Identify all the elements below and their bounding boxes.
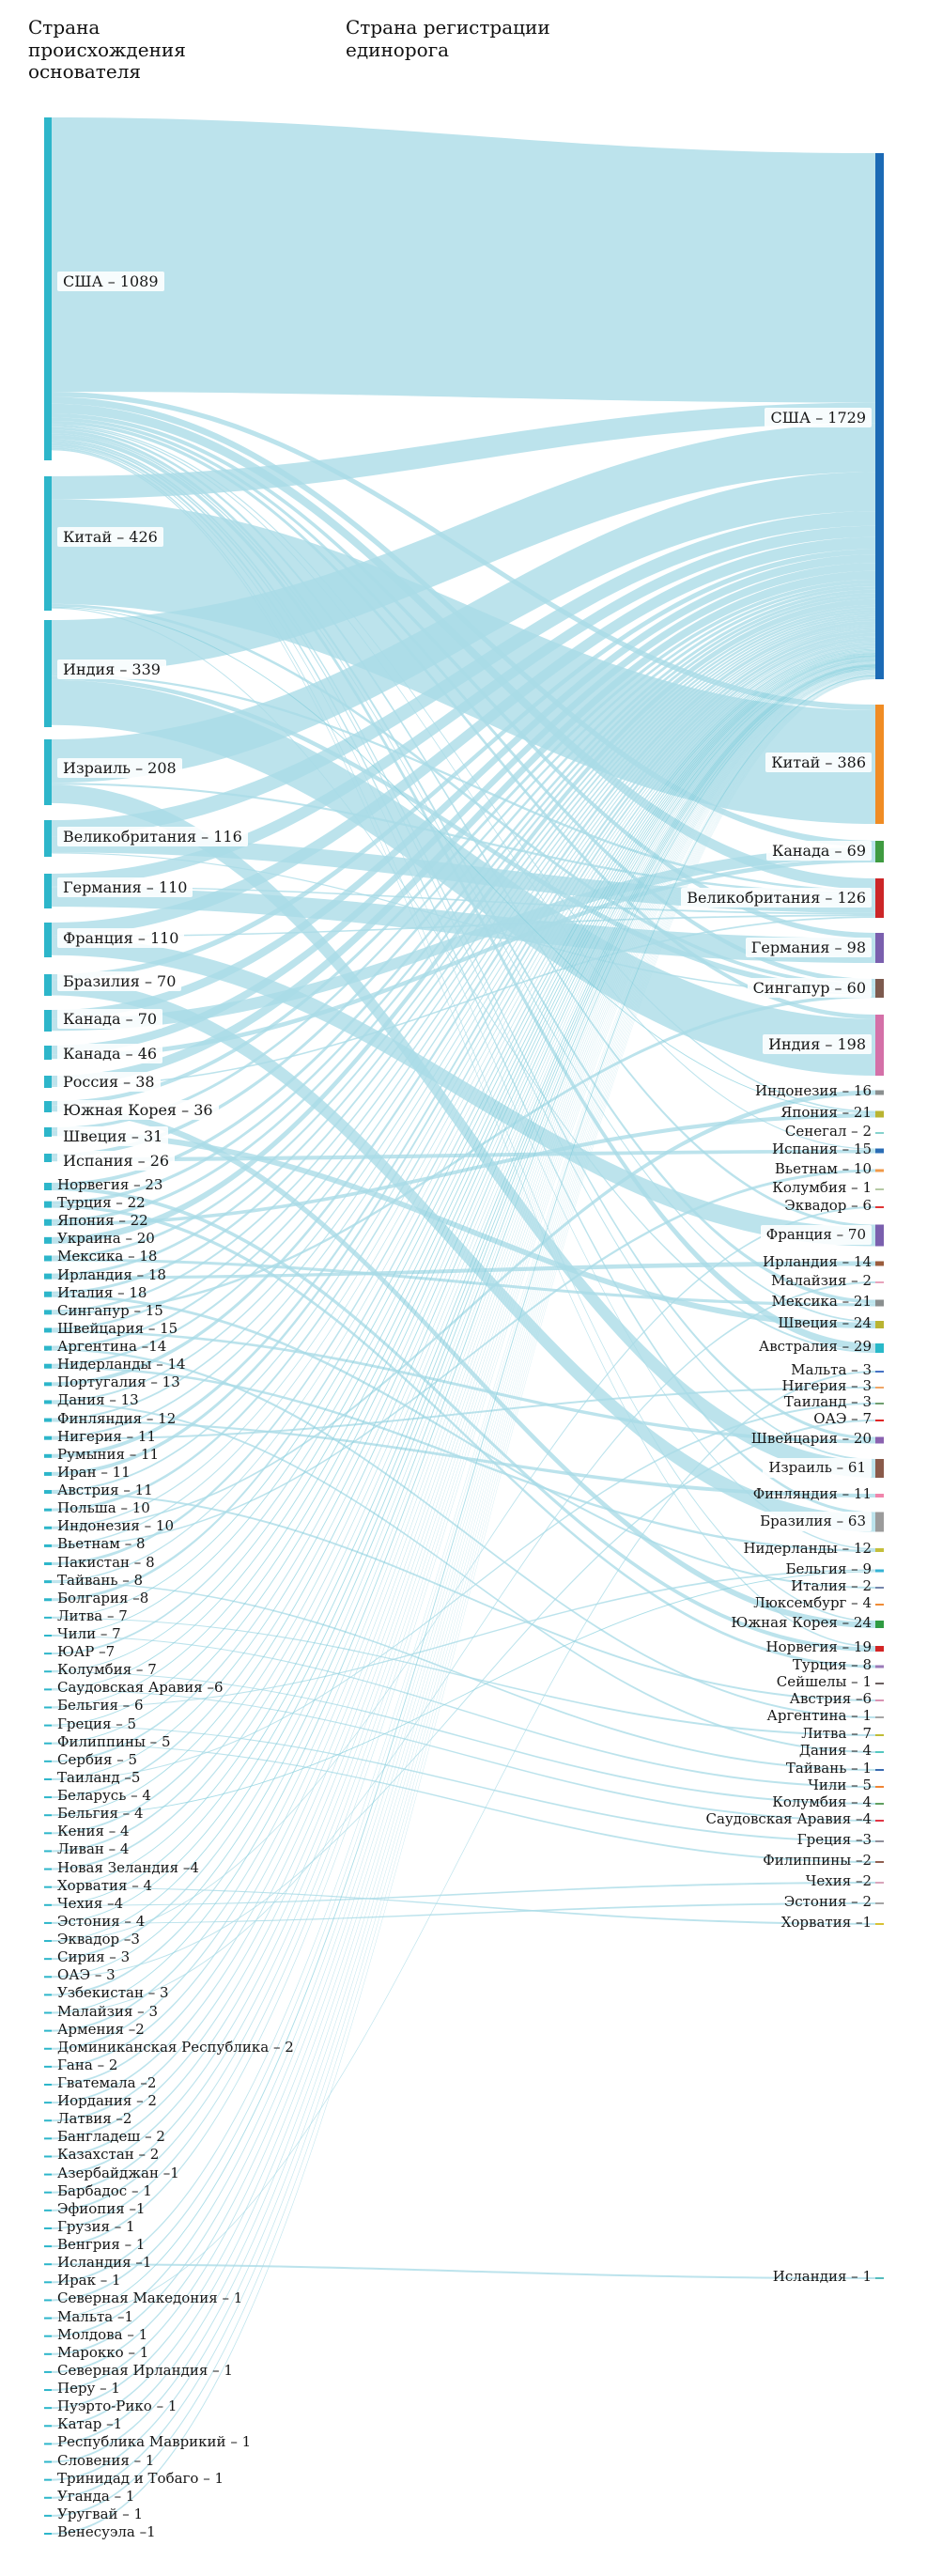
left-node-label: Индонезия – 10 <box>57 1517 174 1535</box>
left-node-Гана[interactable] <box>44 2066 52 2068</box>
left-node-Бразилия[interactable] <box>44 974 52 996</box>
right-node-Саудовская Аравия[interactable] <box>875 1820 884 1822</box>
left-node-Пакистан[interactable] <box>44 1562 52 1565</box>
right-node-label: Австралия – 29 <box>758 1338 872 1355</box>
right-node-Канада[interactable] <box>875 841 884 862</box>
left-node-Тайвань[interactable] <box>44 1580 52 1583</box>
sankey-flow <box>52 1348 875 1718</box>
left-node-label: Вьетнам – 8 <box>57 1535 146 1553</box>
left-node-Италия[interactable] <box>44 1292 52 1297</box>
sankey-flow <box>52 1887 875 1925</box>
right-node-label: Китай – 386 <box>765 753 872 772</box>
left-node-label: Эстония – 4 <box>57 1912 146 1930</box>
left-node-Нидерланды[interactable] <box>44 1364 52 1369</box>
left-node-Польша[interactable] <box>44 1509 52 1512</box>
left-node-Румыния[interactable] <box>44 1454 52 1458</box>
right-node-Китай[interactable] <box>875 705 884 824</box>
left-node-label: Канада – 46 <box>57 1044 162 1063</box>
left-node-Уругвай[interactable] <box>44 2515 52 2517</box>
right-node-Сенегал[interactable] <box>875 1132 884 1134</box>
left-node-label: Дания – 13 <box>57 1391 139 1409</box>
right-node-label: Люксембург – 4 <box>753 1594 872 1611</box>
right-node-Хорватия[interactable] <box>875 1923 884 1925</box>
right-node-label: Тайвань – 1 <box>785 1760 872 1777</box>
right-node-label: Колумбия – 1 <box>772 1179 872 1196</box>
left-node-label: Польша – 10 <box>57 1499 150 1517</box>
sankey-flow <box>52 117 875 403</box>
left-node-Канада[interactable] <box>44 1010 52 1032</box>
right-node-Аргентина[interactable] <box>875 1716 884 1718</box>
left-node-Индонезия[interactable] <box>44 1527 52 1529</box>
left-node-ОАЭ[interactable] <box>44 1976 52 1978</box>
left-node-label: Тринидад и Тобаго – 1 <box>57 2469 224 2487</box>
right-node-label: ОАЭ – 7 <box>813 1410 872 1427</box>
right-node-label: Финляндия – 11 <box>752 1485 872 1502</box>
right-node-label: Нидерланды – 12 <box>743 1540 872 1557</box>
right-node-Сейшелы[interactable] <box>875 1683 884 1684</box>
right-node-Колумбия[interactable] <box>875 1188 884 1190</box>
right-node-label: Колумбия – 4 <box>772 1793 872 1810</box>
right-node-Чили[interactable] <box>875 1786 884 1788</box>
left-node-Филиппины[interactable] <box>44 1743 52 1745</box>
left-node-label: Тайвань – 8 <box>57 1571 144 1589</box>
left-node-label: Чили – 7 <box>57 1625 121 1642</box>
left-node-label: Казахстан – 2 <box>57 2146 160 2164</box>
left-node-label: Мальта –1 <box>57 2307 134 2325</box>
left-node-Барбадос[interactable] <box>44 2192 52 2194</box>
left-node-Сирия[interactable] <box>44 1958 52 1960</box>
left-node-Венесуэла[interactable] <box>44 2533 52 2535</box>
left-node-label: Сербия – 5 <box>57 1750 138 1768</box>
left-node-label: Армения –2 <box>57 2020 145 2038</box>
left-node-Тринидад и Тобаго[interactable] <box>44 2479 52 2481</box>
left-node-label: Литва – 7 <box>57 1606 128 1624</box>
right-node-label: Сейшелы – 1 <box>776 1673 872 1690</box>
left-node-Перу[interactable] <box>44 2389 52 2391</box>
left-node-label: Германия – 110 <box>57 877 193 897</box>
left-node-Финляндия[interactable] <box>44 1419 52 1422</box>
left-node-Россия[interactable] <box>44 1076 52 1088</box>
left-node-США[interactable] <box>44 117 52 460</box>
left-node-Сингапур[interactable] <box>44 1310 52 1314</box>
left-node-Эфиопия[interactable] <box>44 2210 52 2211</box>
right-node-label: Эквадор – 6 <box>784 1197 872 1214</box>
right-node-Таиланд[interactable] <box>875 1403 884 1404</box>
right-node-label: Малайзия – 2 <box>771 1272 872 1289</box>
right-node-label: Чехия –2 <box>805 1872 872 1889</box>
right-node-label: Турция – 8 <box>792 1656 872 1673</box>
left-node-label: Катар –1 <box>57 2415 123 2433</box>
left-node-Грузия[interactable] <box>44 2227 52 2229</box>
right-node-Греция[interactable] <box>875 1840 884 1842</box>
right-node-label: Швейцария – 20 <box>750 1430 872 1447</box>
left-node-label: Гана – 2 <box>57 2056 118 2073</box>
left-node-label: Норвегия – 23 <box>57 1176 163 1193</box>
left-node-Греция[interactable] <box>44 1725 52 1727</box>
left-node-label: Индия – 339 <box>57 660 166 679</box>
left-node-label: Грузия – 1 <box>57 2217 135 2235</box>
left-node-Сербия[interactable] <box>44 1761 52 1762</box>
sankey-flow <box>52 1618 875 1736</box>
right-node-label: Сенегал – 2 <box>784 1123 872 1140</box>
left-node-label: Аргентина –14 <box>57 1338 167 1356</box>
right-node-label: Чили – 5 <box>808 1777 872 1793</box>
right-node-label: Норвегия – 19 <box>765 1638 872 1655</box>
left-node-label: Италия – 18 <box>57 1283 147 1301</box>
right-node-Эстония[interactable] <box>875 1902 884 1904</box>
left-node-label: Эквадор –3 <box>57 1931 140 1948</box>
left-node-Северная Македония[interactable] <box>44 2299 52 2301</box>
left-node-label: Иран – 11 <box>57 1463 131 1481</box>
left-node-Эквадор[interactable] <box>44 1940 52 1942</box>
left-node-Турция[interactable] <box>44 1202 52 1208</box>
right-node-label: Ирландия – 14 <box>763 1253 872 1270</box>
left-node-Словения[interactable] <box>44 2461 52 2463</box>
left-node-Гватемала[interactable] <box>44 2084 52 2086</box>
left-node-label: Швейцария – 15 <box>57 1319 178 1337</box>
left-node-label: Нигерия – 11 <box>57 1427 156 1445</box>
left-node-Хорватия[interactable] <box>44 1886 52 1888</box>
left-node-label: ОАЭ – 3 <box>57 1966 116 1984</box>
left-node-Ливан[interactable] <box>44 1850 52 1852</box>
right-node-Дания[interactable] <box>875 1751 884 1753</box>
left-node-label: Пакистан – 8 <box>57 1553 155 1571</box>
left-node-Республика Маврикий[interactable] <box>44 2443 52 2444</box>
right-node-label: Испания – 15 <box>771 1141 872 1157</box>
right-node-Бельгия[interactable] <box>875 1570 884 1573</box>
left-node-Дания[interactable] <box>44 1400 52 1404</box>
right-node-label: США – 1729 <box>765 408 872 427</box>
right-node-Ирландия[interactable] <box>875 1262 884 1266</box>
left-node-label: Украина – 20 <box>57 1230 155 1248</box>
left-node-label: Румыния – 11 <box>57 1445 160 1463</box>
left-node-Вьетнам[interactable] <box>44 1544 52 1547</box>
left-node-label: Уругвай – 1 <box>57 2505 144 2522</box>
left-node-Катар[interactable] <box>44 2425 52 2427</box>
left-node-label: Латвия –2 <box>57 2110 132 2128</box>
right-node-Литва[interactable] <box>875 1734 884 1736</box>
left-node-label: Северная Ирландия – 1 <box>57 2361 233 2379</box>
right-node-Япония[interactable] <box>875 1111 884 1118</box>
left-node-Северная Ирландия[interactable] <box>44 2371 52 2373</box>
left-node-label: Россия – 38 <box>57 1072 161 1092</box>
left-node-Беларусь[interactable] <box>44 1796 52 1798</box>
left-node-label: Ирак – 1 <box>57 2272 121 2289</box>
left-node-label: Финляндия – 12 <box>57 1409 177 1427</box>
left-node-Чили[interactable] <box>44 1635 52 1637</box>
left-node-Уганда[interactable] <box>44 2497 52 2499</box>
right-node-label: Индия – 198 <box>763 1034 872 1054</box>
left-node-label: Марокко – 1 <box>57 2343 149 2361</box>
left-node-Португалия[interactable] <box>44 1382 52 1386</box>
right-node-label: Филиппины –2 <box>763 1852 872 1869</box>
left-node-label: Республика Маврикий – 1 <box>57 2433 252 2451</box>
left-node-label: Саудовская Аравия –6 <box>57 1679 224 1697</box>
right-node-Великобритания[interactable] <box>875 878 884 918</box>
right-node-Мексика[interactable] <box>875 1300 884 1307</box>
right-node-Исландия[interactable] <box>875 2277 884 2279</box>
left-node-Малайзия[interactable] <box>44 2012 52 2014</box>
right-node-label: Канада – 69 <box>766 841 872 861</box>
right-node-Филиппины[interactable] <box>875 1861 884 1863</box>
left-node-Саудовская Аравия[interactable] <box>44 1688 52 1690</box>
right-node-Индия[interactable] <box>875 1015 884 1076</box>
left-node-Швейцария[interactable] <box>44 1327 52 1332</box>
left-node-label: Южная Корея – 36 <box>57 1100 219 1120</box>
right-node-label: Бельгия – 9 <box>785 1560 872 1577</box>
left-node-Бельгия[interactable] <box>44 1814 52 1816</box>
right-node-Малайзия[interactable] <box>875 1281 884 1283</box>
right-node-label: Австрия –6 <box>789 1690 872 1707</box>
sankey-flow <box>52 1882 875 1906</box>
right-node-label: Исландия – 1 <box>772 2268 872 2285</box>
left-node-label: Сирия – 3 <box>57 1948 131 1966</box>
left-node-label: Швеция – 31 <box>57 1126 168 1146</box>
left-node-label: Мексика – 18 <box>57 1248 158 1265</box>
left-node-label: Греция – 5 <box>57 1715 137 1732</box>
left-node-Новая Зеландия[interactable] <box>44 1869 52 1870</box>
left-node-Великобритания[interactable] <box>44 820 52 857</box>
left-node-label: Исландия –1 <box>57 2254 152 2272</box>
right-node-label: Мексика – 21 <box>771 1293 872 1310</box>
right-node-Норвегия[interactable] <box>875 1646 884 1652</box>
right-node-Эквадор[interactable] <box>875 1206 884 1208</box>
left-node-label: Бразилия – 70 <box>57 971 181 991</box>
left-node-Япония[interactable] <box>44 1219 52 1226</box>
right-node-label: Нигерия – 3 <box>781 1377 872 1394</box>
left-node-Украина[interactable] <box>44 1237 52 1244</box>
left-node-Иран[interactable] <box>44 1472 52 1476</box>
left-node-label: Новая Зеландия –4 <box>57 1858 199 1876</box>
right-node-Австралия[interactable] <box>875 1343 884 1353</box>
right-node-label: Италия – 2 <box>791 1577 872 1594</box>
right-node-США[interactable] <box>875 153 884 679</box>
left-node-Армения[interactable] <box>44 2030 52 2032</box>
left-node-Франция[interactable] <box>44 923 52 957</box>
right-node-label: Вьетнам – 10 <box>774 1160 872 1177</box>
left-node-label: Чехия –4 <box>57 1894 124 1912</box>
left-node-label: Хорватия – 4 <box>57 1876 153 1894</box>
left-node-Мексика[interactable] <box>44 1255 52 1261</box>
right-node-Сингапур[interactable] <box>875 979 884 998</box>
left-node-Эстония[interactable] <box>44 1922 52 1924</box>
left-node-Пуэрто-Рико[interactable] <box>44 2407 52 2409</box>
right-node-Мальта[interactable] <box>875 1371 884 1373</box>
right-node-Израиль[interactable] <box>875 1459 884 1478</box>
right-node-label: Индонезия – 16 <box>755 1082 872 1099</box>
left-node-Марокко[interactable] <box>44 2353 52 2355</box>
left-node-label: Северная Македония – 1 <box>57 2289 243 2307</box>
right-node-label: Бразилия – 63 <box>754 1512 872 1531</box>
right-node-label: Великобритания – 126 <box>681 888 872 908</box>
left-node-label: США – 1089 <box>57 272 164 291</box>
right-node-Колумбия[interactable] <box>875 1803 884 1805</box>
left-node-Испания[interactable] <box>44 1154 52 1162</box>
left-node-label: Таиланд –5 <box>57 1768 141 1786</box>
right-node-label: Аргентина – 1 <box>766 1707 872 1724</box>
left-node-label: Бангладеш – 2 <box>57 2128 165 2146</box>
left-node-label: Малайзия – 3 <box>57 2002 158 2020</box>
left-node-Узбекистан[interactable] <box>44 1994 52 1995</box>
right-node-Швеция[interactable] <box>875 1321 884 1328</box>
left-node-Казахстан[interactable] <box>44 2155 52 2157</box>
left-node-Бангладеш[interactable] <box>44 2137 52 2139</box>
left-node-Ирландия[interactable] <box>44 1274 52 1280</box>
left-node-Болгария[interactable] <box>44 1598 52 1601</box>
left-node-Канада[interactable] <box>44 1046 52 1060</box>
left-node-label: Венесуэла –1 <box>57 2523 156 2540</box>
left-node-label: Иордания – 2 <box>57 2092 157 2110</box>
right-node-label: Япония – 21 <box>780 1104 872 1121</box>
right-node-Франция[interactable] <box>875 1225 884 1247</box>
left-node-label: Гватемала –2 <box>57 2074 157 2091</box>
left-node-ЮАР[interactable] <box>44 1653 52 1654</box>
right-node-Италия[interactable] <box>875 1587 884 1589</box>
left-node-label: Япония – 22 <box>57 1212 148 1230</box>
left-node-label: Доминиканская Республика – 2 <box>57 2038 294 2056</box>
right-node-label: Германия – 98 <box>746 938 872 957</box>
left-node-label: Австрия – 11 <box>57 1482 153 1499</box>
left-node-label: Венгрия – 1 <box>57 2236 146 2254</box>
left-node-Аргентина[interactable] <box>44 1346 52 1351</box>
right-node-Вьетнам[interactable] <box>875 1170 884 1172</box>
left-node-label: Португалия – 13 <box>57 1373 180 1391</box>
left-node-label: Бельгия – 6 <box>57 1697 144 1715</box>
right-node-Люксембург[interactable] <box>875 1604 884 1606</box>
left-node-label: Сингапур – 15 <box>57 1301 163 1319</box>
left-node-Иордания[interactable] <box>44 2102 52 2103</box>
right-column-title: Страна регистрации единорога <box>346 16 550 61</box>
left-node-label: Барбадос – 1 <box>57 2181 152 2199</box>
left-node-Бельгия[interactable] <box>44 1706 52 1708</box>
right-node-label: Таиланд – 3 <box>783 1393 872 1410</box>
right-node-Бразилия[interactable] <box>875 1513 884 1532</box>
left-node-label: Перу – 1 <box>57 2380 120 2398</box>
right-node-label: Сингапур – 60 <box>748 978 872 998</box>
left-node-label: Бельгия – 4 <box>57 1805 144 1823</box>
left-node-Австрия[interactable] <box>44 1490 52 1494</box>
right-node-label: Франция – 70 <box>761 1225 872 1245</box>
left-node-Германия[interactable] <box>44 874 52 908</box>
right-node-Финляндия[interactable] <box>875 1494 884 1497</box>
left-node-label: Филиппины – 5 <box>57 1732 171 1750</box>
left-node-label: Азербайджан –1 <box>57 2164 179 2181</box>
right-node-Германия[interactable] <box>875 933 884 963</box>
right-node-Испания[interactable] <box>875 1149 884 1154</box>
left-node-label: Уганда – 1 <box>57 2487 135 2505</box>
right-node-Чехия[interactable] <box>875 1882 884 1884</box>
left-node-Кения[interactable] <box>44 1832 52 1834</box>
right-node-Нигерия[interactable] <box>875 1387 884 1389</box>
right-node-Южная Корея[interactable] <box>875 1621 884 1628</box>
left-node-Венгрия[interactable] <box>44 2245 52 2247</box>
right-node-Тайвань[interactable] <box>875 1769 884 1771</box>
right-node-Австрия[interactable] <box>875 1699 884 1701</box>
right-node-label: Южная Корея – 24 <box>731 1614 872 1631</box>
left-node-label: Эфиопия –1 <box>57 2199 146 2217</box>
right-node-label: Израиль – 61 <box>763 1458 872 1478</box>
left-node-label: Китай – 426 <box>57 527 163 547</box>
left-node-label: Молдова – 1 <box>57 2325 148 2343</box>
left-node-Мальта[interactable] <box>44 2318 52 2320</box>
sankey-flow <box>52 1366 875 1552</box>
sankey-flow <box>52 1492 875 1701</box>
left-node-label: ЮАР –7 <box>57 1643 116 1661</box>
left-node-Чехия[interactable] <box>44 1904 52 1906</box>
left-node-Израиль[interactable] <box>44 739 52 805</box>
left-node-label: Израиль – 208 <box>57 758 182 778</box>
left-node-Нигерия[interactable] <box>44 1436 52 1440</box>
left-node-Южная Корея[interactable] <box>44 1101 52 1112</box>
right-node-label: Дания – 4 <box>798 1742 872 1759</box>
right-node-ОАЭ[interactable] <box>875 1420 884 1421</box>
right-node-label: Саудовская Аравия –4 <box>705 1810 872 1827</box>
left-node-label: Болгария –8 <box>57 1589 149 1606</box>
right-node-Турция[interactable] <box>875 1666 884 1668</box>
left-node-Норвегия[interactable] <box>44 1183 52 1190</box>
sankey-flow <box>52 980 875 1532</box>
left-node-label: Словения – 1 <box>57 2451 155 2469</box>
right-node-label: Мальта – 3 <box>791 1361 872 1378</box>
left-node-Молдова[interactable] <box>44 2335 52 2337</box>
left-node-label: Пуэрто-Рико – 1 <box>57 2398 178 2415</box>
right-node-label: Швеция – 24 <box>778 1314 872 1331</box>
left-column-title: Страна происхождения основателя <box>28 16 186 84</box>
right-node-Швейцария[interactable] <box>875 1437 884 1444</box>
left-node-Индия[interactable] <box>44 620 52 727</box>
left-node-Колумбия[interactable] <box>44 1670 52 1672</box>
right-node-label: Эстония – 2 <box>783 1893 872 1910</box>
left-node-Китай[interactable] <box>44 476 52 611</box>
left-node-Швеция[interactable] <box>44 1127 52 1137</box>
left-node-Исландия[interactable] <box>44 2263 52 2265</box>
left-node-label: Кения – 4 <box>57 1823 130 1840</box>
left-node-label: Канада – 70 <box>57 1009 162 1029</box>
left-node-Латвия[interactable] <box>44 2119 52 2121</box>
left-node-label: Великобритания – 116 <box>57 827 248 846</box>
right-node-Индонезия[interactable] <box>875 1091 884 1095</box>
left-node-label: Ливан – 4 <box>57 1840 130 1858</box>
left-node-Таиланд[interactable] <box>44 1778 52 1780</box>
left-node-label: Нидерланды – 14 <box>57 1356 186 1373</box>
left-node-label: Узбекистан – 3 <box>57 1984 169 2002</box>
left-node-Ирак[interactable] <box>44 2281 52 2283</box>
left-node-Литва[interactable] <box>44 1617 52 1619</box>
left-node-label: Беларусь – 4 <box>57 1787 151 1805</box>
left-node-label: Испания – 26 <box>57 1151 175 1171</box>
left-node-label: Турция – 22 <box>57 1194 146 1212</box>
right-node-label: Хорватия –1 <box>780 1914 872 1931</box>
left-node-label: Франция – 110 <box>57 928 184 948</box>
left-node-label: Колумбия – 7 <box>57 1661 157 1679</box>
right-node-label: Греция –3 <box>796 1831 872 1848</box>
left-node-label: Ирландия – 18 <box>57 1265 166 1283</box>
right-node-label: Литва – 7 <box>801 1725 872 1742</box>
left-node-Азербайджан[interactable] <box>44 2174 52 2176</box>
right-node-Нидерланды[interactable] <box>875 1548 884 1552</box>
left-node-Доминиканская Республика[interactable] <box>44 2048 52 2050</box>
